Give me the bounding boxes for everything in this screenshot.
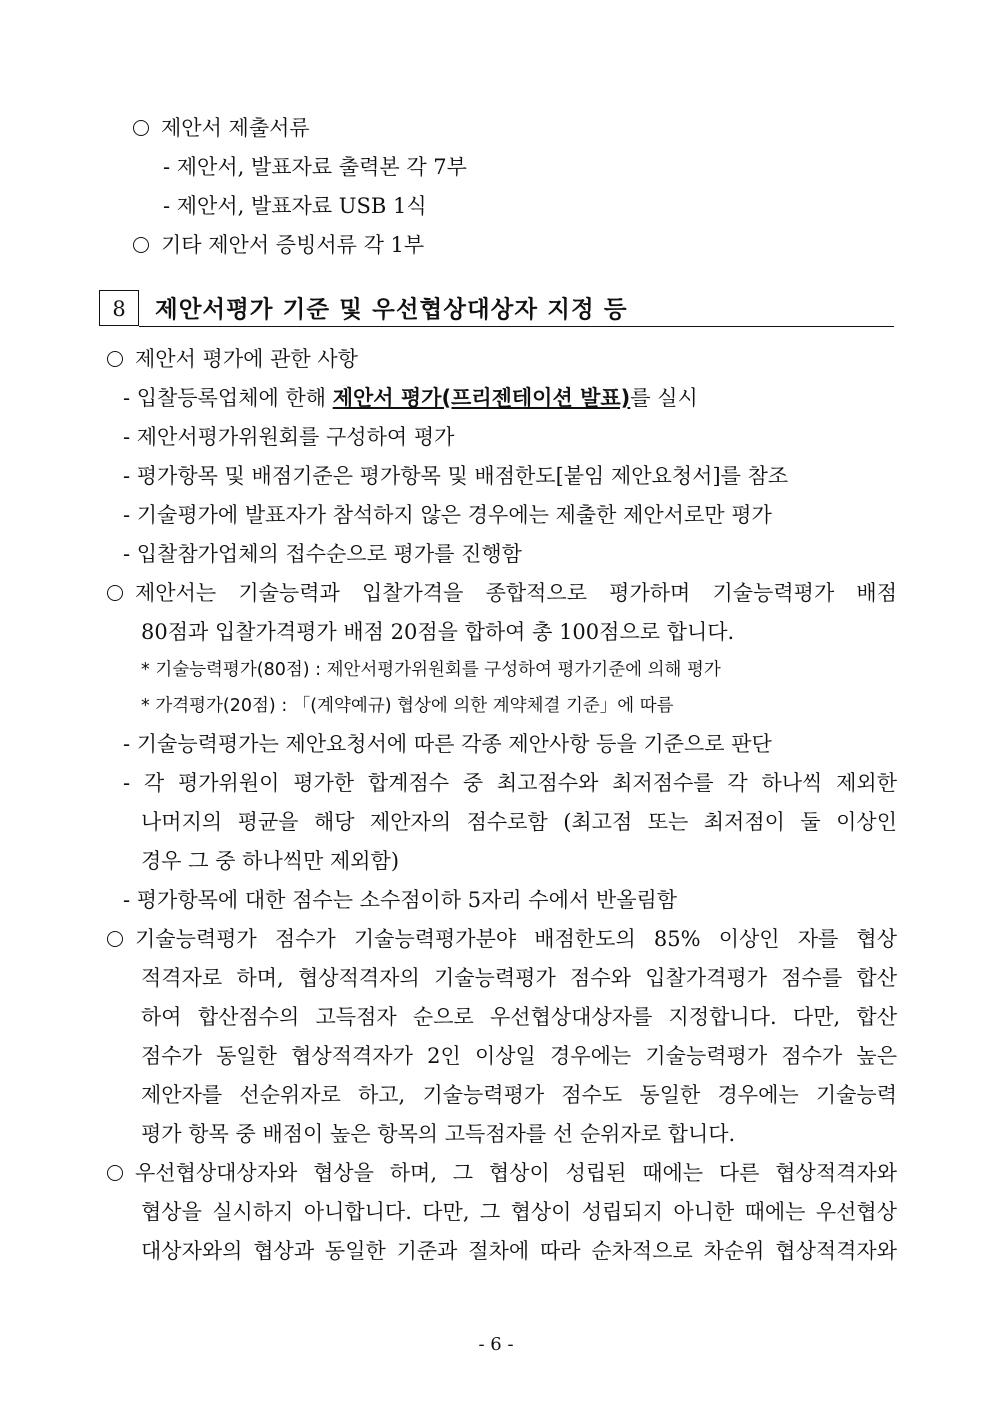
circle-bullet-icon	[107, 1165, 123, 1181]
paragraph-line: 점수가 동일한 협상적격자가 2인 이상일 경우에는 기술능력평가 점수가 높은	[141, 1044, 897, 1068]
section-number: 8	[99, 290, 139, 326]
paragraph-line: 적격자로 하며, 협상적격자의 기술능력평가 점수와 입찰가격평가 점수를 합산	[141, 966, 897, 990]
paragraph-line: 나머지의 평균을 해당 제안자의 점수로함 (최고점 또는 최저점이 둘 이상인	[141, 810, 897, 834]
paragraph-line: 하여 합산점수의 고득점자 순으로 우선협상대상자를 지정합니다. 다만, 합산	[141, 1005, 897, 1029]
note-line: * 가격평가(20점) : 「(계약예규) 협상에 의한 계약체결 기준」에 따름	[141, 696, 674, 716]
paragraph-line: 평가 항목 중 배점이 높은 항목의 고득점자를 선 순위자로 합니다.	[141, 1122, 736, 1146]
list-item-submission-docs: 제안서 제출서류	[133, 114, 310, 142]
list-subitem: - 기술능력평가는 제안요청서에 따른 각종 제안사항 등을 기준으로 판단	[123, 732, 772, 756]
list-subitem: - 제안서, 발표자료 출력본 각 7부	[163, 155, 467, 179]
list-subitem: - 제안서평가위원회를 구성하여 평가	[123, 425, 455, 449]
list-subitem: - 입찰참가업체의 접수순으로 평가를 진행함	[123, 542, 522, 566]
list-item-eval-heading: 제안서 평가에 관한 사항	[107, 345, 358, 373]
list-item-priority: 기술능력평가 점수가 기술능력평가분야 배점한도의 85% 이상인 자를 협상	[107, 925, 897, 953]
list-subitem: - 입찰등록업체에 한해 제안서 평가(프리젠테이션 발표)를 실시	[123, 386, 698, 410]
section-underline	[139, 326, 894, 327]
list-subitem: - 평가항목 및 배점기준은 평가항목 및 배점한도[붙임 제안요청서]를 참조	[123, 464, 789, 488]
list-subitem: - 제안서, 발표자료 USB 1식	[163, 194, 427, 218]
paragraph-line: 협상을 실시하지 아니합니다. 다만, 그 협상이 성립되지 아니한 때에는 우선협상	[141, 1200, 897, 1224]
list-item-scoring: 제안서는 기술능력과 입찰가격을 종합적으로 평가하며 기술능력평가 배점	[107, 579, 897, 607]
list-subitem: - 기술평가에 발표자가 참석하지 않은 경우에는 제출한 제안서로만 평가	[123, 503, 772, 527]
circle-bullet-icon	[107, 585, 123, 601]
emphasis-text: 제안서 평가(프리젠테이션 발표)	[332, 386, 631, 410]
paragraph-line: 80점과 입찰가격평가 배점 20점을 합하여 총 100점으로 합니다.	[141, 620, 735, 644]
circle-bullet-icon	[107, 351, 123, 367]
list-item-negotiation: 우선협상대상자와 협상을 하며, 그 협상이 성립된 때에는 다른 협상적격자와	[107, 1159, 897, 1187]
page-number: - 6 -	[478, 1334, 514, 1355]
paragraph-line: 경우 그 중 하나씩만 제외함)	[141, 849, 400, 873]
list-subitem: - 각 평가위원이 평가한 합계점수 중 최고점수와 최저점수를 각 하나씩 제외한	[123, 771, 897, 795]
paragraph-line: 제안자를 선순위자로 하고, 기술능력평가 점수도 동일한 경우에는 기술능력	[141, 1083, 897, 1107]
list-item-other-docs: 기타 제안서 증빙서류 각 1부	[133, 231, 424, 259]
circle-bullet-icon	[133, 120, 149, 136]
note-line: * 기술능력평가(80점) : 제안서평가위원회를 구성하여 평가기준에 의해 평가	[141, 660, 721, 680]
circle-bullet-icon	[133, 237, 149, 253]
paragraph-line: 대상자와의 협상과 동일한 기준과 절차에 따라 순차적으로 차순위 협상적격자와	[141, 1239, 897, 1263]
section-title: 제안서평가 기준 및 우선협상대상자 지정 등	[155, 295, 628, 323]
section-header	[99, 290, 894, 328]
list-subitem: - 평가항목에 대한 점수는 소수점이하 5자리 수에서 반올림함	[123, 888, 678, 912]
circle-bullet-icon	[107, 931, 123, 947]
